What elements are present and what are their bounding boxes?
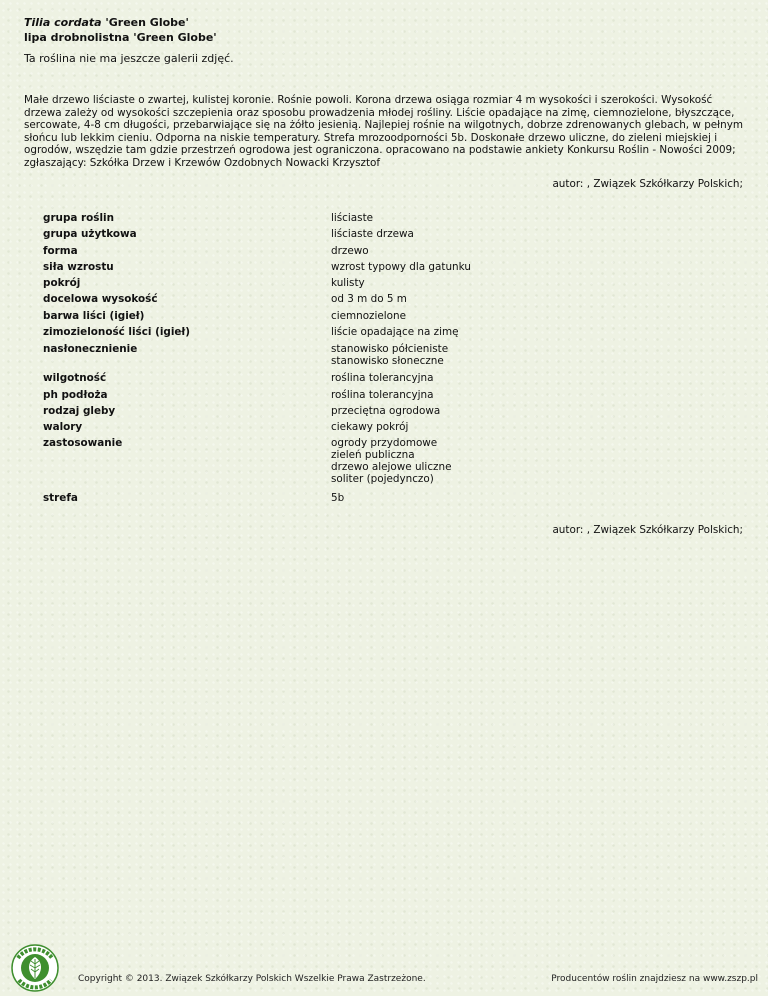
- latin-name: Tilia cordata: [24, 16, 102, 29]
- gallery-note: Ta roślina nie ma jeszcze galerii zdjęć.: [24, 52, 234, 65]
- property-key: siła wzrostu: [43, 261, 114, 273]
- property-value-line: stanowisko półcieniste: [331, 343, 449, 355]
- property-key: grupa roślin: [43, 212, 114, 224]
- property-key: walory: [43, 421, 83, 433]
- property-value: [331, 421, 408, 433]
- property-value: [331, 389, 433, 401]
- cultivar-name: 'Green Globe': [101, 16, 189, 29]
- property-key: nasłonecznienie: [43, 343, 138, 355]
- property-value-line: 5b: [331, 492, 345, 504]
- property-value-line: ogrody przydomowe: [331, 437, 438, 449]
- author-credit-bottom: autor: , Związek Szkółkarzy Polskich;: [552, 524, 743, 536]
- property-key: rodzaj gleby: [43, 405, 116, 417]
- property-value-line: liściaste: [331, 212, 374, 224]
- property-value: [331, 326, 459, 338]
- property-value-line: roślina tolerancyjna: [331, 389, 434, 401]
- property-value: [331, 310, 406, 322]
- property-value: [331, 372, 433, 384]
- property-value: [331, 437, 451, 485]
- plant-polish-name: lipa drobnolistna 'Green Globe': [24, 31, 217, 44]
- property-value-line: roślina tolerancyjna: [331, 372, 434, 384]
- property-value-line: liściaste drzewa: [331, 228, 414, 240]
- property-key: pokrój: [43, 277, 81, 289]
- producers-link[interactable]: Producentów roślin znajdziesz na www.zszp.pl: [551, 974, 758, 984]
- plant-title: [24, 15, 217, 45]
- property-value-line: liście opadające na zimę: [331, 326, 459, 338]
- property-key: barwa liści (igieł): [43, 310, 145, 322]
- property-value-line: ciekawy pokrój: [331, 421, 409, 433]
- property-key: ph podłoża: [43, 389, 108, 401]
- property-key: wilgotność: [43, 372, 107, 384]
- zszp-logo[interactable]: [6, 938, 64, 992]
- property-key: zimozieloność liści (igieł): [43, 326, 191, 338]
- property-value-line: przeciętna ogrodowa: [331, 405, 441, 417]
- property-value-line: od 3 m do 5 m: [331, 293, 407, 305]
- property-value: [331, 212, 373, 224]
- property-value: [331, 343, 448, 367]
- plant-description: Małe drzewo liściaste o zwartej, kulistej koronie. Rośnie powoli. Korona drzewa osiąga rozmiar 4 m wysokości i szerokości. Wysokość drzewa zależy od wysokości szczepienia oraz sposobu prowadzenia młodej rośliny. Liście opadające na zimę, ciemnozielone, błyszczące, sercowate, 4-8 cm długości, przebarwiające się na żółto jesienią. Najlepiej rośnie na wilgotnych, dobrze zdrenowanych glebach, w pełnym słońcu lub lekkim cieniu. Odporna na niskie temperatury. Strefa mrozoodporności 5b. Doskonałe drzewo uliczne, do zieleni miejskiej i ogrodów, wszędzie tam gdzie przestrzeń ogrodowa jest ograniczona. opracowano na podstawie ankiety Konkursu Roślin - Nowości 2009; zgłaszający: Szkółka Drzew i Krzewów Ozdobnych Nowacki Krzysztof: [24, 94, 743, 169]
- property-value-line: wzrost typowy dla gatunku: [331, 261, 471, 273]
- property-key: grupa użytkowa: [43, 228, 137, 240]
- property-value-line: zieleń publiczna: [331, 449, 415, 461]
- plant-scientific-name: [24, 15, 217, 30]
- property-value-line: ciemnozielone: [331, 310, 407, 322]
- leaf-emblem-icon: [6, 938, 64, 992]
- property-key: docelowa wysokość: [43, 293, 158, 305]
- property-value-line: drzewo alejowe uliczne: [331, 461, 452, 473]
- property-key: strefa: [43, 492, 78, 504]
- copyright-text: Copyright © 2013. Związek Szkółkarzy Polskich Wszelkie Prawa Zastrzeżone.: [78, 974, 426, 984]
- author-credit-top: autor: , Związek Szkółkarzy Polskich;: [552, 178, 743, 190]
- property-value-line: stanowisko słoneczne: [331, 355, 444, 367]
- property-value: [331, 492, 344, 504]
- property-value: [331, 245, 369, 257]
- property-key: zastosowanie: [43, 437, 123, 449]
- property-key: forma: [43, 245, 78, 257]
- property-value: [331, 261, 471, 273]
- property-value: [331, 293, 407, 305]
- property-value: [331, 277, 365, 289]
- property-value: [331, 405, 440, 417]
- property-value: [331, 228, 414, 240]
- property-value-line: kulisty: [331, 277, 365, 289]
- property-value-line: soliter (pojedynczo): [331, 473, 434, 485]
- property-value-line: drzewo: [331, 245, 369, 257]
